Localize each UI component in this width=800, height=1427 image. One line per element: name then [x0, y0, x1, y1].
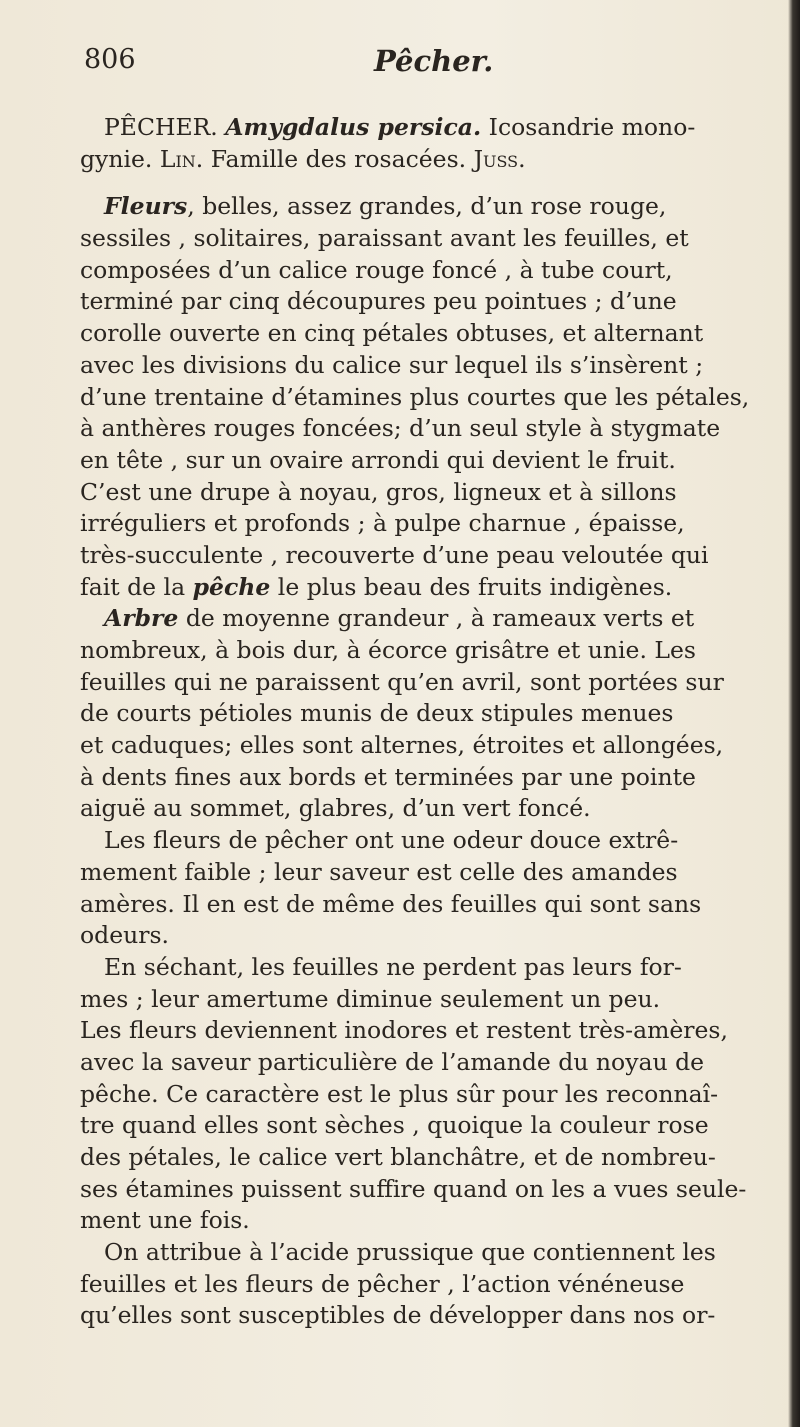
paragraph-line: feuilles et les fleurs de pêcher , l’action vénéneuse: [80, 1269, 685, 1298]
entry-line-2: gynie. Lin. Famille des rosacées. Juss.: [80, 144, 526, 173]
paragraph-line: des pétales, le calice vert blanchâtre, et de nombreu-: [80, 1143, 716, 1171]
paragraph-line: très-succulente , recouverte d’une peau veloutée qui: [80, 540, 709, 569]
paragraph-line: mement faible ; leur saveur est celle des amandes: [80, 857, 678, 886]
page-header: [84, 44, 724, 84]
paragraph-line: d’une trentaine d’étamines plus courtes que les pétales,: [80, 382, 750, 411]
author-lin: Lin.: [159, 144, 204, 173]
paragraph-line: C’est une drupe à noyau, gros, ligneux et à sillons: [80, 477, 677, 506]
paragraph-line: à anthères rouges foncées; d’un seul style à stygmate: [80, 414, 721, 443]
paragraph-line: en tête , sur un ovaire arrondi qui devient le fruit.: [80, 445, 676, 474]
paragraph-line: qu’elles sont susceptibles de développer dans nos or-: [80, 1301, 716, 1330]
paragraph-line: Les fleurs deviennent inodores et restent très-amères,: [80, 1016, 728, 1045]
term-fleurs: Fleurs: [104, 192, 188, 221]
paragraph-line: de courts pétioles munis de deux stipules menues: [80, 699, 674, 728]
paragraph-line: composées d’un calice rouge foncé , à tube court,: [80, 255, 673, 284]
paragraph-line: ses étamines puissent suffire quand on les a vues seule-: [80, 1174, 747, 1203]
paragraph-line: fait de la pêche le plus beau des fruits indigènes.: [80, 572, 673, 601]
author-juss: Juss.: [473, 144, 526, 173]
latin-name: Amygdalus persica.: [225, 113, 482, 141]
headword: PÊCHER.: [104, 113, 218, 141]
paragraph-line: à dents fines aux bords et terminées par une pointe: [80, 762, 696, 791]
page-number: 806: [84, 44, 136, 75]
paragraph-line: ment une fois.: [80, 1206, 250, 1235]
paragraph-line: sessiles , solitaires, paraissant avant les feuilles, et: [80, 224, 689, 253]
paragraph-line: tre quand elles sont sèches , quoique la couleur rose: [80, 1111, 709, 1140]
paragraph-line: corolle ouverte en cinq pétales obtuses, et alternant: [80, 319, 704, 348]
paragraph-line: irréguliers et profonds ; à pulpe charnue , épaisse,: [80, 509, 685, 538]
paragraph-line: aiguë au sommet, glabres, d’un vert foncé.: [80, 794, 591, 823]
paragraph-line: nombreux, à bois dur, à écorce grisâtre et unie. Les: [80, 636, 696, 664]
running-head: Pêcher.: [374, 44, 494, 78]
term-peche: pêche: [192, 572, 271, 601]
paragraph-line: odeurs.: [80, 921, 169, 950]
paragraph-line: feuilles qui ne paraissent qu’en avril, sont portées sur: [80, 667, 724, 696]
term-arbre: Arbre: [104, 604, 179, 633]
paragraph-line: avec la saveur particulière de l’amande du noyau de: [80, 1047, 705, 1076]
paragraph-line: En séchant, les feuilles ne perdent pas leurs for-: [104, 952, 682, 981]
paragraph-line: amères. Il en est de même des feuilles qui sont sans: [80, 889, 702, 918]
paragraph-line: avec les divisions du calice sur lequel ils s’insèrent ;: [80, 350, 704, 379]
body-text: [80, 112, 750, 1332]
paragraph-line: et caduques; elles sont alternes, étroites et allongées,: [80, 731, 724, 760]
paragraph-line: Arbre de moyenne grandeur , à rameaux verts et: [104, 604, 695, 633]
paragraph-line: Les fleurs de pêcher ont une odeur douce extrê-: [104, 826, 679, 855]
paragraph-line: Fleurs, belles, assez grandes, d’un rose rouge,: [104, 192, 667, 221]
paragraph-line: terminé par cinq découpures peu pointues ; d’une: [80, 287, 677, 316]
entry-line-1: PÊCHER. Amygdalus persica. Icosandrie mono-: [104, 113, 696, 141]
paragraph-line: On attribue à l’acide prussique que contiennent les: [104, 1238, 716, 1267]
paragraph-line: pêche. Ce caractère est le plus sûr pour les reconnaî-: [80, 1079, 719, 1108]
page-edge-shadow: [788, 0, 800, 1427]
paragraph-line: mes ; leur amertume diminue seulement un peu.: [80, 984, 661, 1013]
